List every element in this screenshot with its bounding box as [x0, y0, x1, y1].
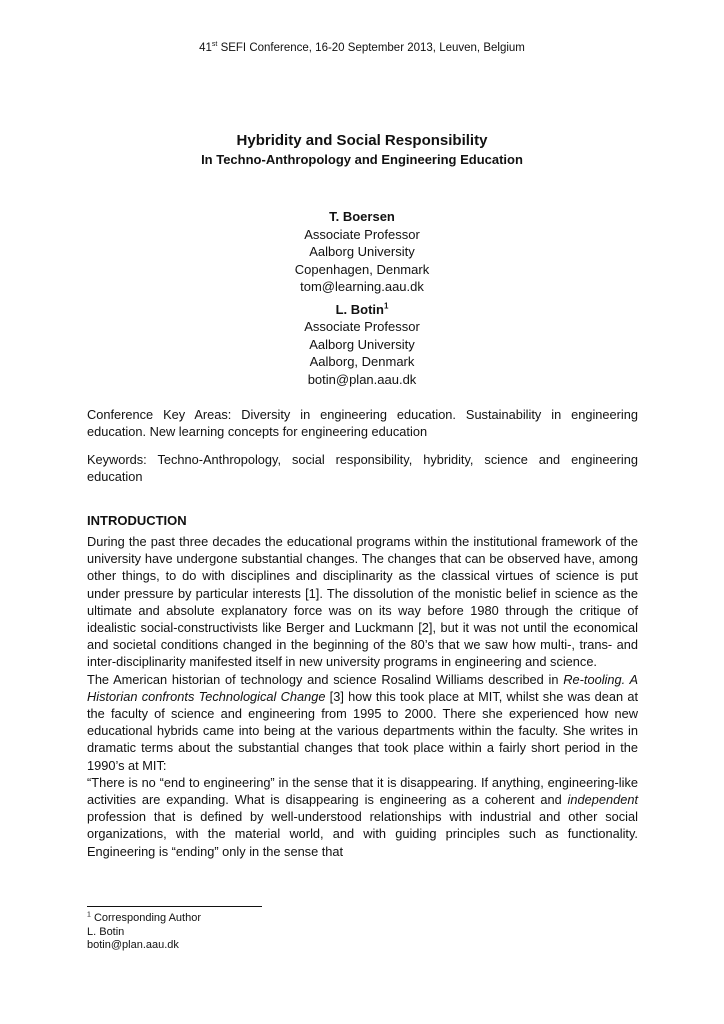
- footnote-mark: 1: [87, 911, 91, 919]
- intro-paragraph: During the past three decades the educational programs within the institutional framework of the university have undergone substantial changes. The changes that can be observed have, among other things, to do with disciplines and disciplinarity as the classical virtues of science is put under pressure by particular interests [1]. The dissolution of the monistic belief in science as the ultimate and absolute explanatory force was on its way before 1980 through the critique of idealistic social-constructivists like Berger and Luckmann [2], but it was not until the economical and societal conditions changed in the beginning of the 80’s that we saw how multi-, trans- and inter-disciplinarity manifested itself in new university programs in engineering and science.: [87, 534, 638, 670]
- author-institution: Aalborg University: [309, 244, 415, 259]
- author-institution: Aalborg University: [309, 336, 415, 352]
- conference-text: SEFI Conference, 16-20 September 2013, Leuven, Belgium: [217, 42, 525, 54]
- emphasized-word: independent: [567, 792, 638, 808]
- footnote-divider: [87, 906, 262, 907]
- block-quote: “There is no “end to engineering” in the sense that it is disappearing. If anything, engineering-like activities are expanding. What is disappearing is engineering as a coherent and independent profession that is defined by well-understood relationships with industrial and other social organizations, with the material world, and with guiding principles such as functionality. Engineering is “ending” only in the sense that: [87, 774, 638, 859]
- footnote-label-line: $^1$ Corresponding Author: [87, 911, 201, 924]
- conference-ordinal: st: [211, 41, 218, 49]
- author-list: [0, 208, 724, 393]
- author-position: Associate Professor: [304, 226, 420, 242]
- introduction-body: [87, 533, 638, 860]
- cited-book-title: Re-tooling. A Historian confronts Technological Change: [87, 671, 638, 704]
- footnote-name: L. Botin: [87, 925, 125, 938]
- author-email: tom@learning.aau.dk: [300, 279, 424, 294]
- conference-header: [0, 42, 724, 54]
- paper-title: Hybridity and Social Responsibility: [236, 132, 488, 149]
- author-block: [0, 208, 724, 296]
- footnote-email: botin@plan.aau.dk: [87, 939, 179, 952]
- section-heading-introduction: INTRODUCTION: [87, 513, 187, 528]
- author-footnote-mark: 1: [383, 301, 389, 311]
- conference-number: 41: [199, 42, 212, 54]
- author-location: Aalborg, Denmark: [309, 354, 415, 369]
- footnote: [87, 912, 201, 953]
- author-email: botin@plan.aau.dk: [307, 371, 417, 387]
- title-block: [0, 131, 724, 169]
- author-location: Copenhagen, Denmark: [294, 261, 430, 277]
- author-block: [0, 301, 724, 389]
- author-name: T. Boersen: [329, 209, 395, 224]
- keywords: Keywords: Techno-Anthropology, social responsibility, hybridity, science and engineering education: [87, 452, 638, 485]
- author-name: L. Botin$^1$: [335, 301, 389, 317]
- conference-key-areas: Conference Key Areas: Diversity in engineering education. Sustainability in engineering education. New learning concepts for engineering education: [87, 407, 638, 440]
- author-position: Associate Professor: [304, 319, 420, 334]
- intro-paragraph: The American historian of technology and science Rosalind Williams described in Re-tooling. A Historian confronts Technological Change [3] how this took place at MIT, whilst she was dean at the faculty of science and engineering from 1995 to 2000. There she experienced how new educational hybrids came into being at the various departments within the faculty. She writes in dramatic terms about the substantial changes that took place within a fairly short period in the 1990’s at MIT:: [87, 671, 638, 773]
- paper-subtitle: In Techno-Anthropology and Engineering Education: [201, 152, 523, 167]
